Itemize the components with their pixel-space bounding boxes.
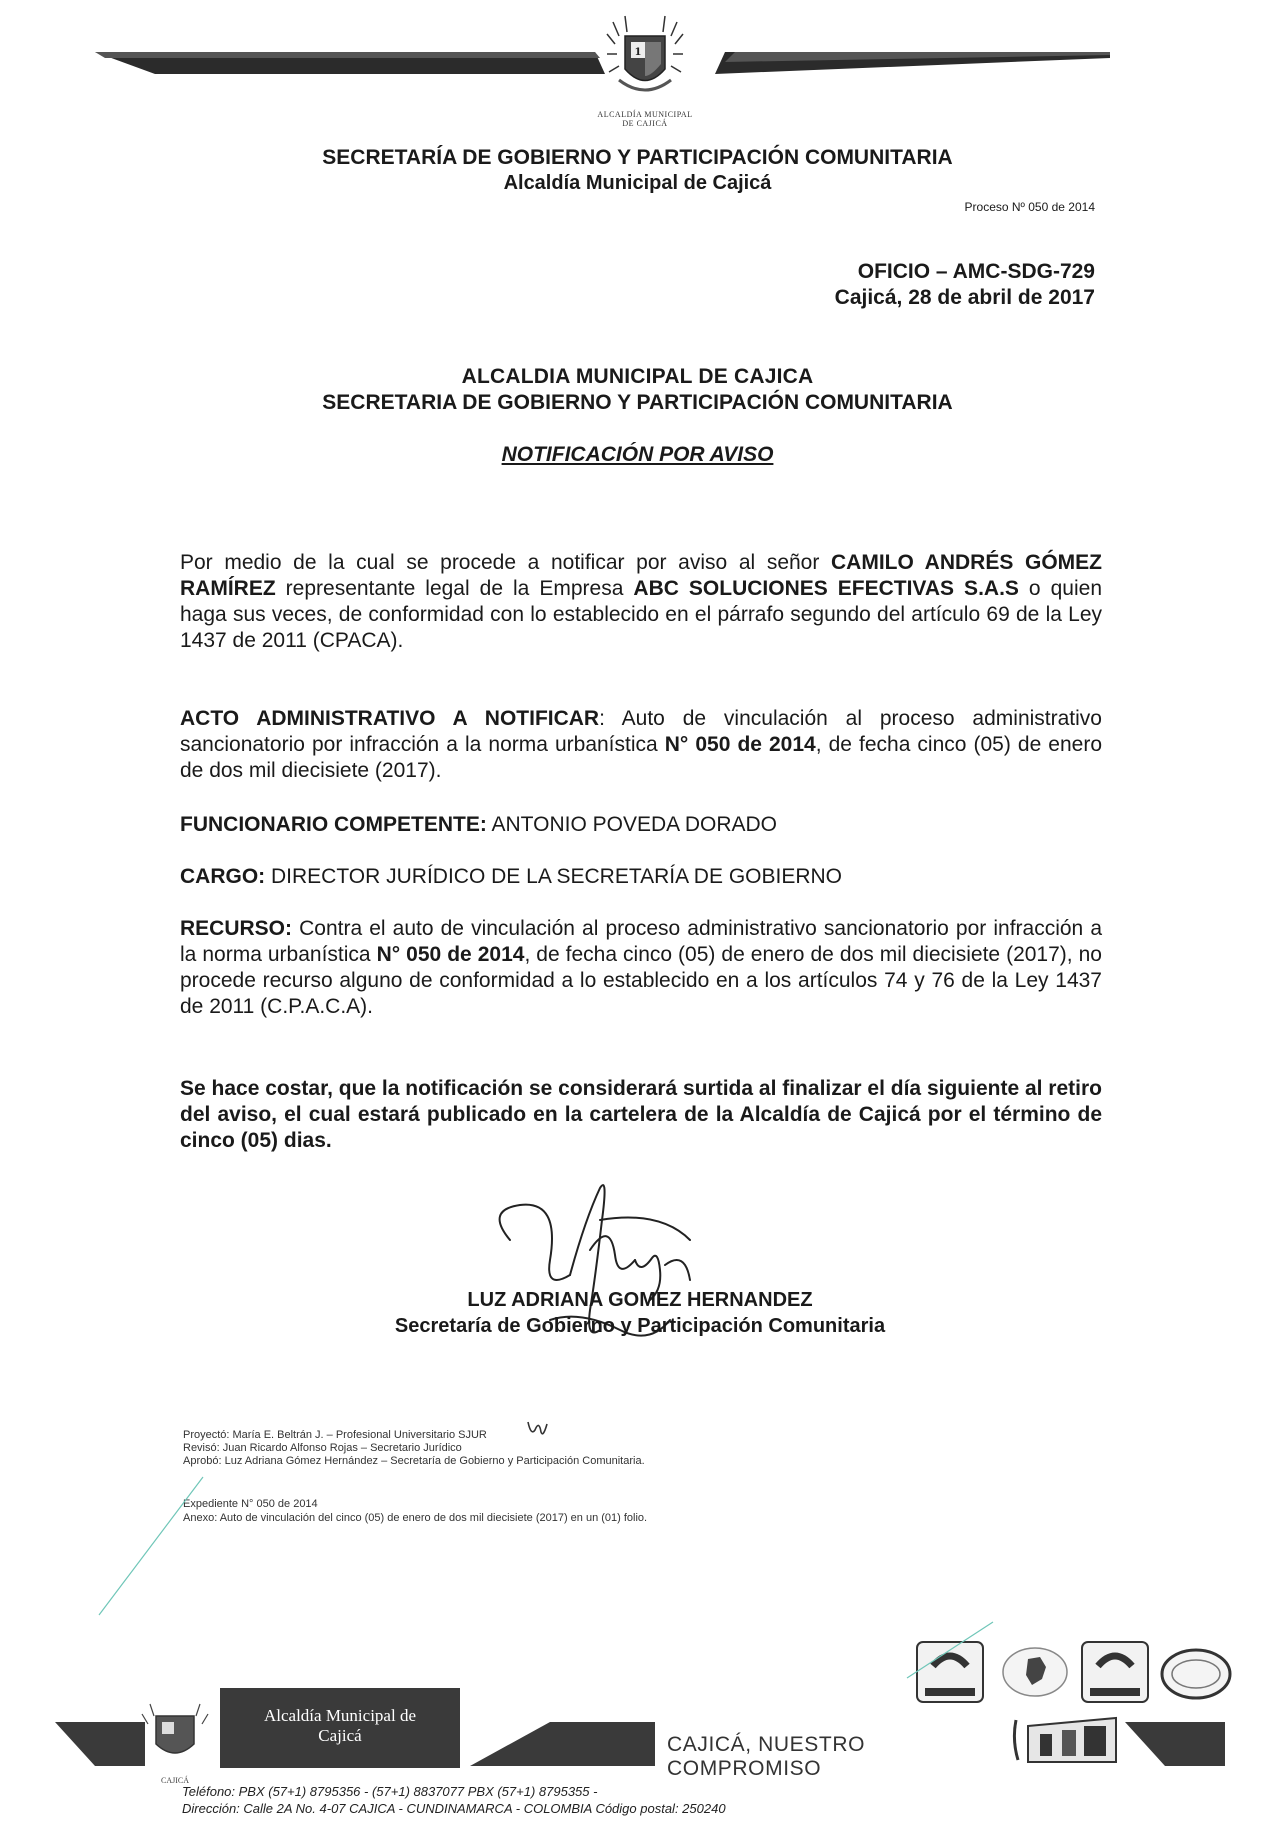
footer-phone: Teléfono: PBX (57+1) 8795356 - (57+1) 8837077 PBX (57+1) 8795355 -	[182, 1784, 598, 1799]
footer-band-right	[1125, 1722, 1225, 1766]
funcionario-value: ANTONIO POVEDA DORADO	[486, 813, 778, 836]
funcionario-line	[180, 812, 1102, 838]
cargo-line	[180, 864, 1102, 890]
footer-slogan: CAJICÁ, NUESTRO COMPROMISO	[667, 1733, 866, 1780]
footer-alcaldia-box	[220, 1688, 460, 1768]
recurso-text-a: Contra el auto de vinculación al proceso administrativo sancionatorio por infracción a la norma urbanística	[180, 917, 1102, 966]
signatory-name: LUZ ADRIANA GOMEZ HERNANDEZ	[467, 1289, 813, 1311]
org-subtitle: Alcaldía Municipal de Cajicá	[503, 172, 772, 194]
intro-text-b: representante legal de la Empresa	[275, 577, 634, 600]
recipient-line-1: ALCALDIA MUNICIPAL DE CAJICA	[461, 365, 814, 388]
footer-alcaldia-line2: Cajicá	[318, 1726, 362, 1745]
intro-text-a: Por medio de la cual se procede a notificar por aviso al señor	[180, 551, 831, 574]
initials-mark-icon	[525, 1418, 549, 1440]
footer-crest-icon	[140, 1700, 210, 1772]
iqnet-certification-seal-icon	[1160, 1648, 1232, 1700]
place-date: Cajicá, 28 de abril de 2017	[834, 286, 1095, 309]
oficio-number: OFICIO – AMC-SDG-729	[857, 260, 1095, 283]
intro-paragraph	[180, 550, 1102, 654]
anexo: Anexo: Auto de vinculación del cinco (05) de enero de dos mil diecisiete (2017) en un (01) folio.	[183, 1512, 648, 1524]
footer-band-left	[55, 1722, 145, 1766]
footer-address: Dirección: Calle 2A No. 4-07 CAJICA - CUNDINAMARCA - COLOMBIA Código postal: 250240	[182, 1801, 726, 1816]
acto-number: N° 050 de 2014	[664, 733, 816, 756]
cargo-value: DIRECTOR JURÍDICO DE LA SECRETARÍA DE GOBIERNO	[265, 865, 842, 888]
funcionario-label: FUNCIONARIO COMPETENTE:	[180, 813, 487, 836]
process-reference: Proceso Nº 050 de 2014	[964, 200, 1095, 214]
recurso-label: RECURSO:	[180, 917, 293, 940]
pen-stroke-mark-seals	[905, 1620, 995, 1680]
crest-caption-line1: ALCALDÍA MUNICIPAL	[597, 110, 693, 119]
recurso-text-b: , de fecha cinco (05) de enero de dos mil diecisiete (2017), no procede recurso alguno de conformidad a lo establecido en a los artículos 74 y 76 de la Ley 1437 de 2011 (C.P.A.C.A).	[180, 943, 1102, 1018]
handwritten-signature	[490, 1180, 730, 1370]
expediente: Expediente N° 050 de 2014	[183, 1498, 318, 1510]
header-band-right	[715, 48, 1110, 78]
credit-aprobo: Aprobó: Luz Adriana Gómez Hernández – Secretaría de Gobierno y Participación Comunitaria.	[183, 1455, 645, 1467]
notice-title	[180, 443, 1095, 467]
acto-label: ACTO ADMINISTRATIVO A NOTIFICAR	[180, 707, 600, 730]
credit-reviso: Revisó: Juan Ricardo Alfonso Rojas – Secretario Jurídico	[183, 1442, 462, 1454]
acto-text-a: : Auto de vinculación al proceso administrativo sancionatorio por infracción a la norma urbanística	[180, 707, 1102, 756]
footer-alcaldia-line1: Alcaldía Municipal de	[263, 1706, 416, 1725]
org-title: SECRETARÍA DE GOBIERNO Y PARTICIPACIÓN COMUNITARIA	[322, 146, 953, 169]
signatory-title: Secretaría de Gobierno y Participación Comunitaria	[394, 1315, 886, 1337]
recurso-paragraph	[180, 916, 1102, 1020]
notice-title-text: NOTIFICACIÓN POR AVISO	[501, 443, 774, 466]
company-name: ABC SOLUCIONES EFECTIVAS S.A.S	[633, 577, 1019, 600]
recipient-line-2: SECRETARIA DE GOBIERNO Y PARTICIPACIÓN COMUNITARIA	[322, 391, 953, 414]
footer-crest-caption: CAJICÁ	[160, 1776, 189, 1785]
iso-9001-certification-seal-icon	[1080, 1640, 1150, 1704]
recipient-name: CAMILO ANDRÉS GÓMEZ RAMÍREZ	[180, 551, 1102, 600]
footer-band-middle	[470, 1722, 655, 1766]
closing-paragraph: Se hace costar, que la notificación se considerará surtida al finalizar el día siguiente al retiro del aviso, el cual estará publicado en la cartelera de la Alcaldía de Cajicá por el término de cinco (05) dias.	[180, 1077, 1102, 1152]
acto-paragraph	[180, 706, 1102, 784]
crest-caption-line2: DE CAJICÁ	[622, 119, 668, 128]
header-band-left	[95, 48, 605, 78]
cargo-label: CARGO:	[180, 865, 266, 888]
municipal-crest-icon	[605, 14, 685, 106]
intro-text-c: o quien haga sus veces, de conformidad con lo establecido en el párrafo segundo del artículo 69 de la Ley 1437 de 2011 (CPACA).	[180, 577, 1102, 652]
pen-stroke-mark	[95, 1475, 205, 1620]
colombia-map-seal-icon	[1000, 1645, 1070, 1699]
recurso-number: N° 050 de 2014	[376, 943, 525, 966]
crest-caption	[560, 110, 730, 128]
compromiso-logo-icon	[1010, 1712, 1125, 1768]
credit-proyecto: Proyectó: María E. Beltrán J. – Profesional Universitario SJUR	[183, 1429, 487, 1441]
svg-text:1: 1	[634, 47, 642, 58]
acto-text-b: , de fecha cinco (05) de enero de dos mil diecisiete (2017).	[180, 733, 1102, 782]
